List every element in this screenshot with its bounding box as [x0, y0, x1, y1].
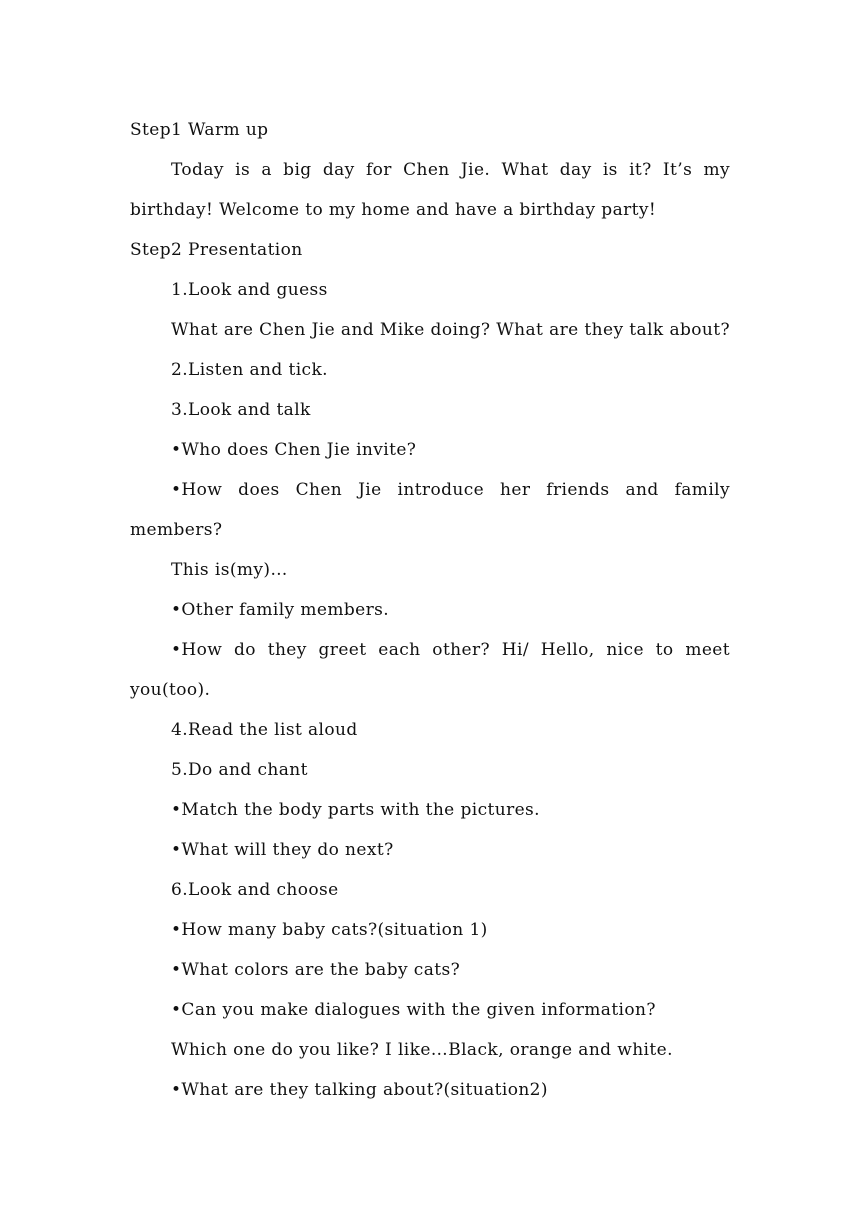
text-line: •How do they greet each other? Hi/ Hello, nice to meet — [171, 640, 730, 660]
text-line: members? — [130, 520, 223, 540]
text-line: •Who does Chen Jie invite? — [171, 440, 417, 460]
text-line: Step1 Warm up — [130, 120, 269, 140]
text-line: 3.Look and talk — [171, 400, 311, 420]
text-line: •Other family members. — [171, 600, 390, 620]
text-line: Today is a big day for Chen Jie. What day is it? It’s my — [171, 160, 730, 180]
text-line: birthday! Welcome to my home and have a birthday party! — [130, 200, 657, 220]
text-line: •How many baby cats?(situation 1) — [171, 920, 488, 940]
text-line: 2.Listen and tick. — [171, 360, 328, 380]
text-line: you(too). — [130, 680, 211, 700]
text-line: 1.Look and guess — [171, 280, 328, 300]
text-line: •Match the body parts with the pictures. — [171, 800, 540, 820]
text-line: •What colors are the baby cats? — [171, 960, 461, 980]
text-line: •What are they talking about?(situation2) — [171, 1080, 548, 1100]
text-line: 4.Read the list aloud — [171, 720, 358, 740]
document-page — [130, 110, 730, 1110]
text-line: What are Chen Jie and Mike doing? What are they talk about? — [171, 320, 730, 340]
text-line: •What will they do next? — [171, 840, 394, 860]
text-line: •Can you make dialogues with the given information? — [171, 1000, 656, 1020]
text-line: 5.Do and chant — [171, 760, 308, 780]
text-line: Step2 Presentation — [130, 240, 303, 260]
text-line: Which one do you like? I like…Black, orange and white. — [171, 1040, 673, 1060]
text-line: This is(my)… — [171, 560, 288, 580]
text-line: 6.Look and choose — [171, 880, 339, 900]
text-line: •How does Chen Jie introduce her friends and family — [171, 480, 730, 500]
